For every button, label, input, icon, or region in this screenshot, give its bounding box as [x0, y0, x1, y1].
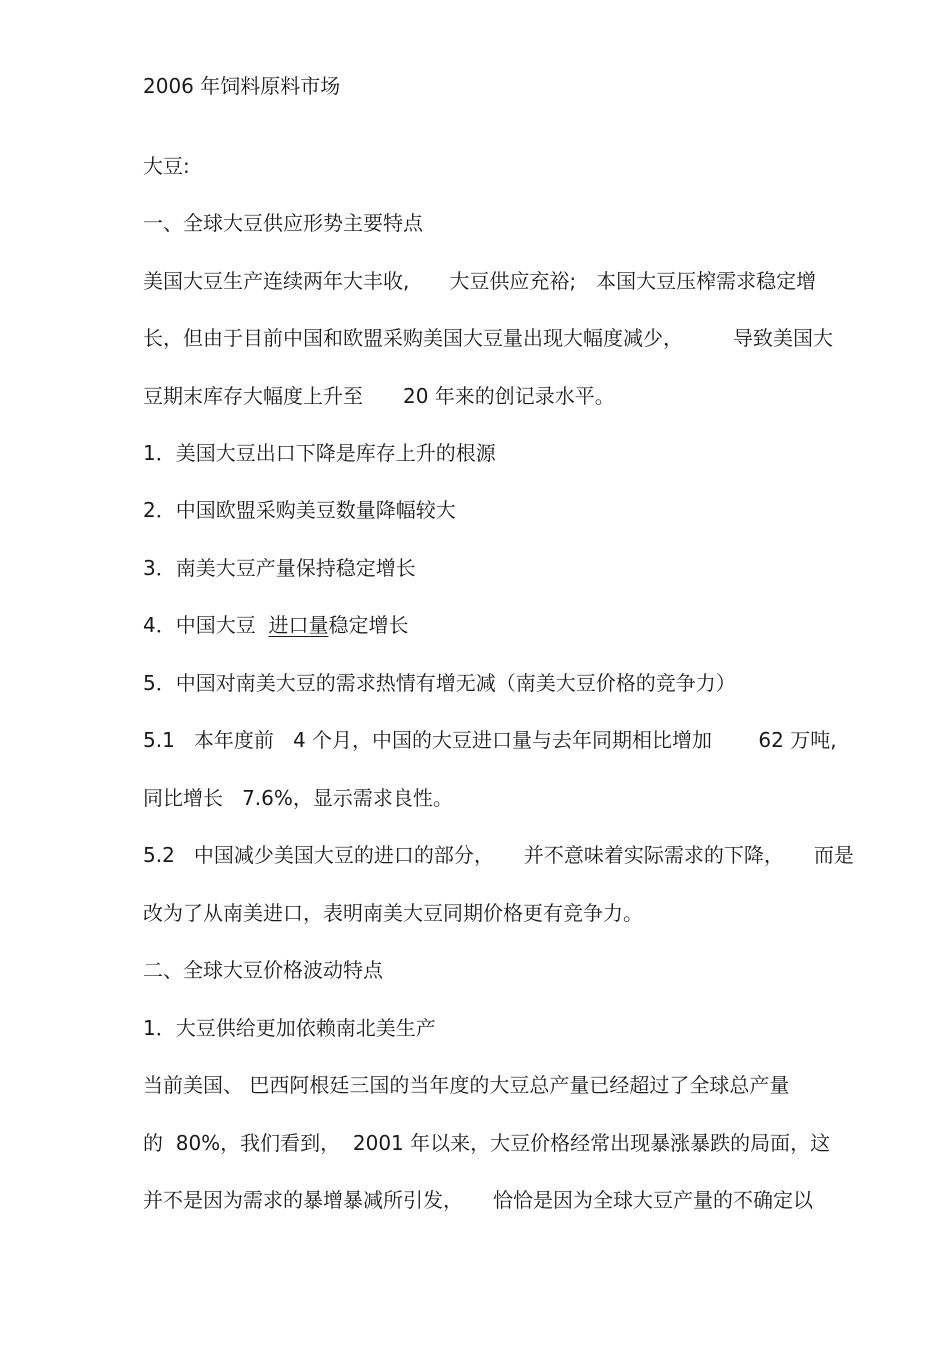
list-item: 5．中国对南美大豆的需求热情有增无减（南美大豆价格的竞争力） — [143, 671, 736, 695]
paragraph-line: 改为了从南美进口，表明南美大豆同期价格更有竞争力。 — [143, 901, 643, 925]
paragraph-line: 当前美国、 巴西阿根廷三国的当年度的大豆总产量已经超过了全球总产量 — [143, 1073, 790, 1097]
paragraph-line: 同比增长 7.6%，显示需求良性。 — [143, 786, 453, 810]
list-item-suffix: 稳定增长 — [328, 613, 409, 637]
list-item-import-volume — [143, 613, 408, 637]
section-soybean-heading: 大豆: — [143, 154, 190, 178]
heading-supply-features: 一、全球大豆供应形势主要特点 — [143, 211, 423, 235]
paragraph-line: 5.1 本年度前 4 个月，中国的大豆进口量与去年同期相比增加 62 万吨, — [143, 728, 837, 752]
paragraph-line: 的 80%，我们看到， 2001 年以来，大豆价格经常出现暴涨暴跌的局面，这 — [143, 1131, 831, 1155]
heading-price-features: 二、全球大豆价格波动特点 — [143, 958, 383, 982]
paragraph-line: 长，但由于目前中国和欧盟采购美国大豆量出现大幅度减少， 导致美国大 — [143, 326, 833, 350]
list-item-prefix: 4．中国大豆 — [143, 613, 269, 637]
list-item: 1．大豆供给更加依赖南北美生产 — [143, 1016, 436, 1040]
paragraph-line: 5.2 中国减少美国大豆的进口的部分， 并不意味着实际需求的下降， 而是 — [143, 843, 854, 867]
paragraph-line: 并不是因为需求的暴增暴减所引发， 恰恰是因为全球大豆产量的不确定以 — [143, 1188, 813, 1212]
document-title: 2006 年饲料原料市场 — [143, 74, 341, 98]
paragraph-line: 豆期末库存大幅度上升至 20 年来的创记录水平。 — [143, 384, 615, 408]
list-item: 2．中国欧盟采购美豆数量降幅较大 — [143, 498, 456, 522]
list-item: 1．美国大豆出口下降是库存上升的根源 — [143, 441, 496, 465]
underlined-term: 进口量 — [268, 613, 329, 637]
paragraph-line: 美国大豆生产连续两年大丰收, 大豆供应充裕; 本国大豆压榨需求稳定增 — [143, 269, 817, 293]
list-item: 3．南美大豆产量保持稳定增长 — [143, 556, 416, 580]
